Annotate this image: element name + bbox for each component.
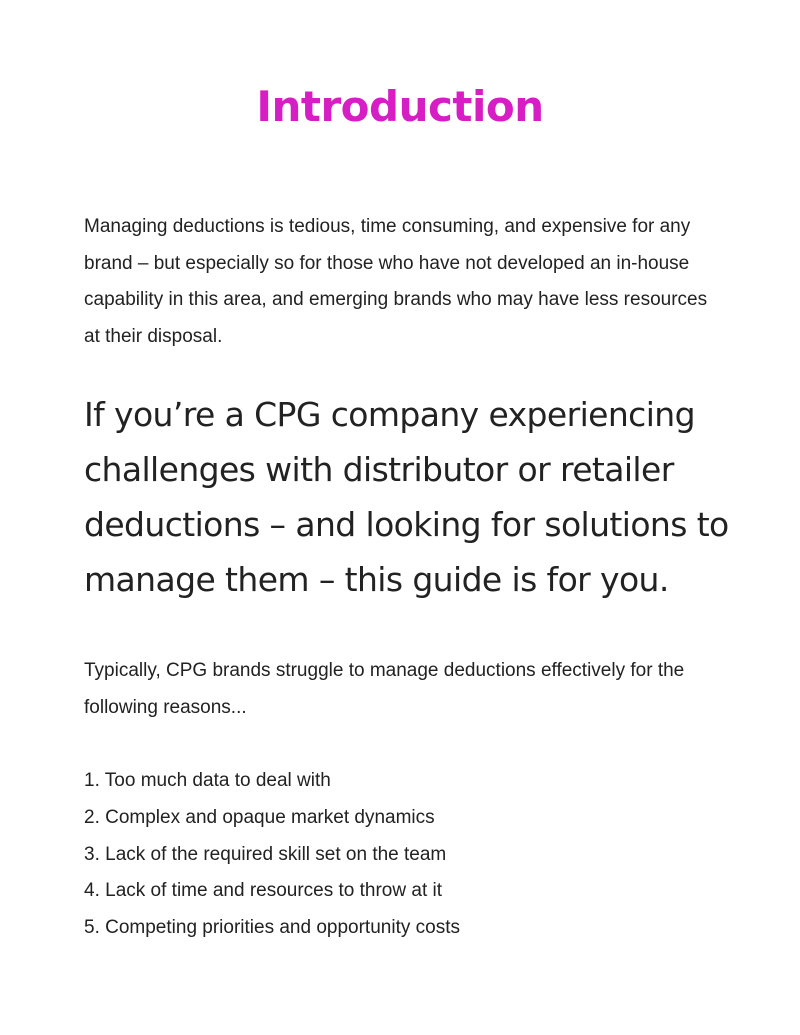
reason-item-2: 2. Complex and opaque market dynamics: [84, 806, 435, 828]
page-title: Introduction: [256, 82, 544, 131]
intro-paragraph: Managing deductions is tedious, time consuming, and expensive for any brand – but especially so for those who have not developed an in-house capability in this area, and emerging brands who may have less resources at their disposal.: [84, 216, 708, 347]
reason-item-1: 1. Too much data to deal with: [84, 770, 331, 791]
reason-item-3: 3. Lack of the required skill set on the team: [84, 843, 447, 865]
reason-item-5: 5. Competing priorities and opportunity costs: [84, 917, 460, 939]
reason-item-4: 4. Lack of time and resources to throw at it: [84, 880, 443, 902]
reasons-list: [84, 763, 724, 947]
reasons-intro-paragraph: Typically, CPG brands struggle to manage deductions effectively for the following reasons...: [84, 660, 685, 718]
callout-statement: If you’re a CPG company experiencing challenges with distributor or retailer deductions – and looking for solutions to manage them – this guide is for you.: [84, 395, 729, 599]
